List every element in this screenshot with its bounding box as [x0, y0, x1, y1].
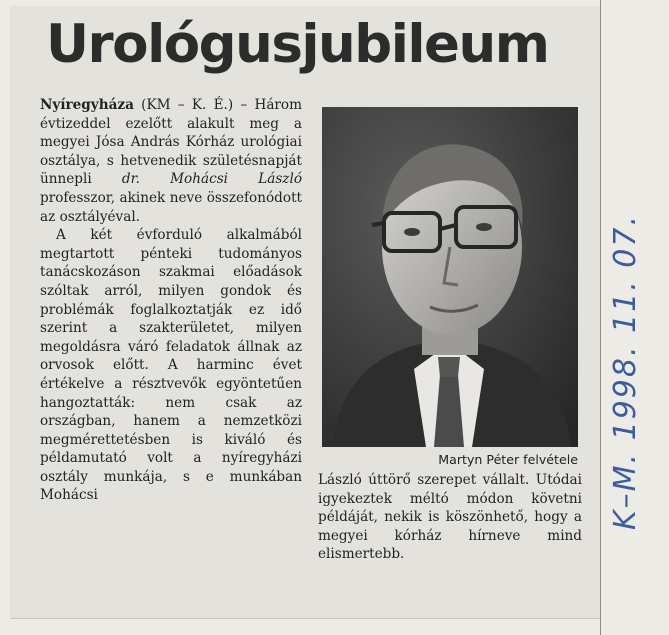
portrait-photo [322, 107, 578, 447]
article-paragraph-1 [40, 96, 302, 226]
professor-name: dr. Mohácsi László [121, 171, 303, 188]
photo-caption: Martyn Péter felvétele [438, 452, 578, 467]
article-paragraph-2: A két évforduló alkalmából megtartott pénteki tudományos tanácskozáson szakmai előadások szóltak arról, milyen gondok és problémák foglalkoztatják ez idő szerint a szakterületet, milyen megoldásra váró feladatok állnak az orvosok előtt. A harminc évet értékelve a résztvevők egyöntetűen hangoztatták: nem csak az országban, hanem a nemzetközi megmérettetésben is kiváló és példamutató volt a nyíregyházi osztály munkája, s e munkában Mohácsi [40, 227, 302, 504]
lead-byline: (KM – K. É.) – [133, 97, 248, 113]
lead-place: Nyíregyháza [40, 97, 134, 113]
scan-edge-line [600, 0, 601, 635]
paragraph-1-text-a: Három évtizeddel ezelőtt alakult meg a megyei Jósa András Kórház urológiai osztálya, s hetvenedik születésnapját ünnepli [40, 97, 302, 188]
handwritten-date-note: K–M. 1998. 11. 07. [608, 213, 643, 530]
article-column-right [318, 471, 582, 564]
headline: Urológusjubileum [46, 14, 549, 75]
article-paragraph-3: László úttörő szerepet vállalt. Utódai igyekeztek méltó módon követni példáját, nekik is köszönhető, hogy a megyei kórház hírneve mind elismertebb. [318, 472, 582, 563]
article-column-left [40, 96, 302, 505]
paragraph-1-text-b: professzor, akinek neve összefonódott az osztályéval. [40, 189, 302, 225]
portrait-illustration [322, 107, 578, 447]
